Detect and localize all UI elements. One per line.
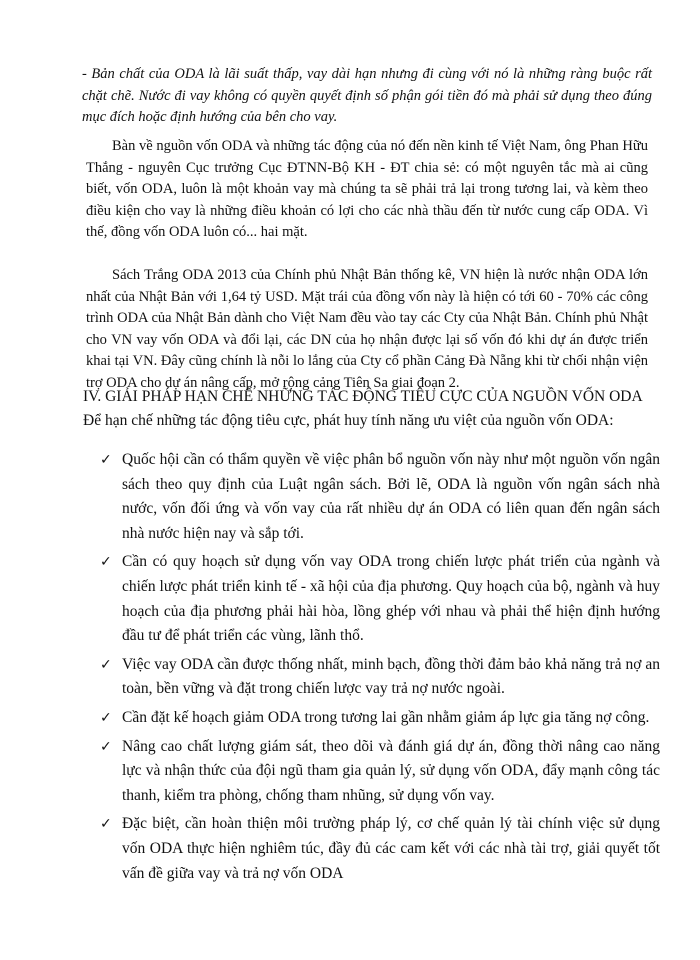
paragraph-sach-trang-oda: Sách Trắng ODA 2013 của Chính phủ Nhật Bản thống kê, VN hiện là nước nhận ODA lớn nhất của Nhật Bản với 1,64 tỷ USD. Mặt trái của đồng vốn này là hiện có tới 60 - 70% các công trình ODA của Nhật Bản dành cho Việt Nam đều vào tay các Cty của Nhật Bản. Chính phủ Nhật cho VN vay vốn ODA và đổi lại, các DN của họ nhận được lại số vốn đó khi dự án được triển khai tại VN. Đây cũng chính là nỗi lo lắng của Cty cổ phần Cảng Đà Nẵng khi từ chối nhận viện trợ ODA cho dự án nâng cấp, mở rộng cảng Tiên Sa giai đoạn 2. xyxy=(86,267,648,391)
list-item-text: Đặc biệt, cần hoàn thiện môi trường pháp lý, cơ chế quản lý tài chính việc sử dụng vốn ODA thực hiện nghiêm túc, đầy đủ các cam kết với các nhà tài trợ, giải quyết tốt vấn đề giữa vay và trả nợ vốn ODA xyxy=(122,815,660,882)
list-item-text: Nâng cao chất lượng giám sát, theo dõi và đánh giá dự án, đồng thời nâng cao năng lực và nhận thức của đội ngũ tham gia quản lý, sử dụng vốn ODA, đẩy mạnh công tác thanh, kiểm tra phòng, chống tham nhũng, sử dụng vốn vay. xyxy=(122,737,660,804)
list-item-text: Quốc hội cần có thẩm quyền về việc phân bổ nguồn vốn này như một nguồn vốn ngân sách theo quy định của Luật ngân sách. Bởi lẽ, ODA là nguồn vốn ngân sách nhà nước, vốn đối ứng và vốn vay của rất nhiều dự án ODA có liên quan đến ngân sách nhà nước hiện nay và sắp tới. xyxy=(122,451,660,542)
checkmark-icon: ✓ xyxy=(100,738,112,755)
checkmark-icon: ✓ xyxy=(100,656,112,673)
list-item xyxy=(100,448,660,546)
list-item-text: Cần đặt kế hoạch giảm ODA trong tương lai gần nhằm giảm áp lực gia tăng nợ công. xyxy=(122,708,650,726)
italic-quote: - Bản chất của ODA là lãi suất thấp, vay dài hạn nhưng đi cùng với nó là những ràng buộc rất chặt chẽ. Nước đi vay không có quyền quyết định số phận gói tiền đó mà phải sử dụng theo đúng mục đích hoặc định hướng của bên cho vay. xyxy=(82,66,652,125)
paragraph-phan-huu-thang: Bàn về nguồn vốn ODA và những tác động của nó đến nền kinh tế Việt Nam, ông Phan Hữu Thắng - nguyên Cục trưởng Cục ĐTNN-Bộ KH - ĐT chia sẻ: có một nguyên tắc mà ai cũng biết, vốn ODA, luôn là một khoản vay mà chúng ta sẽ phải trả lại trong tương lai, và kèm theo điều kiện cho vay là những điều khoản có lợi cho các nhà thầu đến từ nước cung cấp ODA. Vì thế, đồng vốn ODA luôn có... hai mặt. xyxy=(86,138,648,240)
checkmark-icon: ✓ xyxy=(100,554,112,571)
checkmark-icon: ✓ xyxy=(100,452,112,468)
list-item xyxy=(100,653,660,702)
list-item-text: Cần có quy hoạch sử dụng vốn vay ODA trong chiến lược phát triển của ngành và chiến lược phát triển kinh tế - xã hội của địa phương. Quy hoạch của bộ, ngành và huy hoạch của địa phương phải hài hòa, lồng ghép với nhau và phải thể hiện định hướng đầu tư để phát triển các vùng, lãnh thổ. xyxy=(122,553,660,645)
solution-list xyxy=(100,448,660,890)
checkmark-icon: ✓ xyxy=(100,709,112,726)
checkmark-icon: ✓ xyxy=(100,816,112,833)
list-item xyxy=(100,550,660,648)
section-heading: IV. GIẢI PHÁP HẠN CHẾ NHỮNG TÁC ĐỘNG TIÊU CỰC CỦA NGUỒN VỐN ODA xyxy=(83,388,643,405)
section-intro: Để hạn chế những tác động tiêu cực, phát huy tính năng ưu việt của nguồn vốn ODA: xyxy=(83,412,614,429)
list-item-text: Việc vay ODA cần được thống nhất, minh bạch, đồng thời đảm bảo khả năng trả nợ an toàn, bền vững và đặt trong chiến lược vay trả nợ nước ngoài. xyxy=(122,655,660,698)
list-item xyxy=(100,735,660,809)
list-item xyxy=(100,812,660,886)
list-item xyxy=(100,706,660,731)
